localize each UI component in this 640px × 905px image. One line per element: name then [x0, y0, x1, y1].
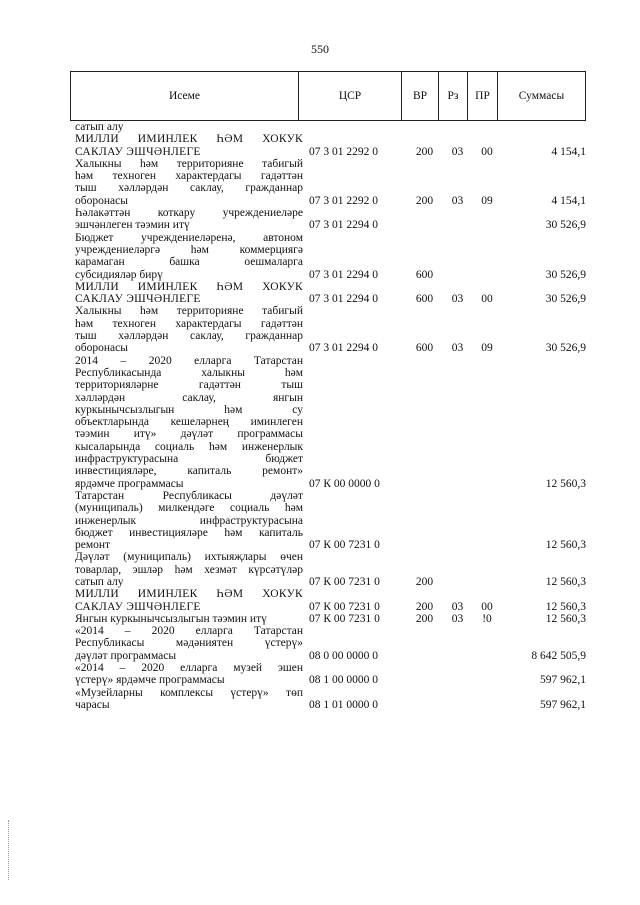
row-csr: 07 3 01 2294 0 [309, 293, 378, 306]
row-name [75, 121, 303, 133]
row-name-line: чарасы [75, 698, 110, 711]
row-name-line: оборонасы [75, 194, 128, 207]
row-csr: 07 К 00 7231 0 [309, 539, 380, 552]
table-row [75, 625, 586, 662]
row-vr: 600 [415, 293, 434, 306]
row-name-line: Татарстан Республикасы дәүләт [75, 489, 303, 502]
row-vr: 200 [415, 145, 434, 158]
row-pr: 00 [481, 600, 493, 613]
row-name-line: тәэмин итү» дәүләт программасы [75, 428, 303, 441]
row-name-line: Республикасы мәдәниятен үстерү» [75, 637, 303, 650]
header-pr: ПР [468, 72, 498, 120]
header-sum: Суммасы [518, 90, 565, 102]
row-name [75, 551, 303, 588]
row-rz: 03 [451, 293, 464, 306]
row-rz: 03 [451, 342, 464, 355]
row-name-line: дәүләт программасы [75, 649, 177, 662]
row-name-line: Бюджет учреждениеләренә, автоном [75, 231, 303, 244]
row-name-line: Республикасында халыкны һәм [75, 366, 303, 379]
row-sum: 8 642 505,9 [531, 649, 586, 662]
table-row [75, 281, 586, 306]
row-name-line: оборонасы [75, 342, 128, 355]
row-name-line: Һәлакәттән коткару учреждениеләре [75, 207, 303, 220]
header-vr: ВР [402, 72, 439, 120]
row-name-line: «Музейларны комплексы үстерү» төп [75, 686, 303, 699]
row-sum: 12 560,3 [545, 477, 586, 490]
table-row [75, 305, 586, 354]
row-name [75, 662, 303, 687]
row-pr: 09 [481, 342, 493, 355]
header-rz: Рз [439, 72, 468, 120]
table-row [75, 687, 586, 712]
row-vr: 600 [415, 268, 434, 281]
row-name-line: инвестицияләре, капиталь ремонт» [75, 465, 303, 478]
row-vr: 200 [415, 575, 434, 588]
row-sum: 597 962,1 [540, 674, 586, 687]
row-pr: 00 [481, 145, 493, 158]
table-row [75, 232, 586, 281]
row-name-line: МИЛЛИ ИМИНЛЕК ҺӘМ ХОКУК [75, 588, 303, 601]
row-name [75, 355, 303, 490]
row-name [75, 207, 303, 232]
header-csr: ЦСР [299, 72, 402, 120]
row-name-line: эшчәнлеген тәэмин итү [75, 219, 190, 232]
row-name-line: САКЛАУ ЭШЧӘНЛЕГЕ [75, 145, 201, 158]
row-name-line: объектларында кешеләрнең иминлеген [75, 416, 303, 429]
row-vr: 200 [415, 194, 434, 207]
row-name-line: «2014 – 2020 елларга Татарстан [75, 625, 303, 638]
row-name-line: һәм техноген характердагы гадәттән [75, 170, 303, 183]
row-name-line: Дәүләт (муниципаль) ихтыяҗлары өчен [75, 551, 303, 564]
row-csr: 07 К 00 0000 0 [309, 477, 380, 490]
row-sum: 597 962,1 [540, 698, 586, 711]
table-row [75, 551, 586, 588]
row-name-line: ремонт [75, 539, 111, 552]
row-csr: 07 К 00 7231 0 [309, 612, 380, 625]
row-csr: 07 К 00 7231 0 [309, 600, 380, 613]
table-row [75, 588, 586, 613]
row-name [75, 625, 303, 662]
row-name-line: территорияләрне гадәттән тыш [75, 379, 303, 392]
row-name-line: САКЛАУ ЭШЧӘНЛЕГЕ [75, 600, 201, 613]
row-csr: 07 3 01 2292 0 [309, 145, 378, 158]
row-name-line: МИЛЛИ ИМИНЛЕК ҺӘМ ХОКУК [75, 133, 303, 146]
row-name [75, 305, 303, 354]
row-csr: 08 0 00 0000 0 [309, 649, 378, 662]
row-vr: 600 [415, 342, 434, 355]
row-name-line: бюджет инвестицияләре һәм капиталь [75, 526, 303, 539]
row-name [75, 232, 303, 281]
row-name-line: инженерлык инфраструктурасына [75, 514, 303, 527]
row-name-line: Халыкны һәм территорияне табигый [75, 305, 303, 318]
row-csr: 07 3 01 2292 0 [309, 194, 378, 207]
row-name-line: кысаларында социаль һәм инженерлык [75, 440, 303, 453]
row-csr: 08 1 01 0000 0 [309, 698, 378, 711]
row-name-line: куркынычсызлыгын һәм су [75, 403, 303, 416]
row-sum: 4 154,1 [551, 194, 586, 207]
row-sum: 30 526,9 [545, 219, 586, 232]
header-name: Исеме [71, 72, 299, 120]
row-sum: 12 560,3 [545, 612, 586, 625]
row-rz: 03 [451, 145, 464, 158]
row-name-line: хәлләрдән саклау, янгын [75, 391, 303, 404]
table-row [75, 121, 586, 133]
row-name-line: ярдәмче программасы [75, 477, 184, 490]
row-csr: 07 3 01 2294 0 [309, 219, 378, 232]
row-pr: !0 [482, 612, 492, 625]
row-name-line: товарлар, эшләр һәм хезмәт күрсәтүләр [75, 563, 303, 576]
row-name-line: тыш хәлләрдән саклау, гражданнар [75, 182, 303, 195]
table-row [75, 158, 586, 207]
row-sum: 30 526,9 [545, 293, 586, 306]
row-rz: 03 [451, 600, 464, 613]
row-csr: 07 К 00 7231 0 [309, 575, 380, 588]
table-row [75, 355, 586, 490]
row-sum: 4 154,1 [551, 145, 586, 158]
row-name-line: сатып алу [75, 575, 124, 588]
row-sum: 12 560,3 [545, 575, 586, 588]
table-body [75, 121, 586, 711]
row-csr: 07 3 01 2294 0 [309, 342, 378, 355]
row-sum: 30 526,9 [545, 342, 586, 355]
row-name-line: Халыкны һәм территорияне табигый [75, 157, 303, 170]
row-name [75, 588, 303, 613]
row-name-line: субсидияләр бирү [75, 268, 163, 281]
table-row [75, 613, 586, 625]
row-name [75, 133, 303, 158]
row-sum: 12 560,3 [545, 539, 586, 552]
row-name-line: тыш хәлләрдән саклау, гражданнар [75, 330, 303, 343]
row-pr: 00 [481, 293, 493, 306]
row-name-line: Янгын куркынычсызлыгын тәэмин итү [75, 612, 267, 625]
row-vr: 200 [415, 612, 434, 625]
row-name [75, 687, 303, 712]
row-sum: 30 526,9 [545, 268, 586, 281]
row-name-line: карамаган башка оешмаларга [75, 256, 303, 269]
row-rz: 03 [451, 194, 464, 207]
row-name-line: сатып алу [75, 121, 124, 133]
row-name-line: САКЛАУ ЭШЧӘНЛЕГЕ [75, 293, 201, 306]
row-csr: 08 1 00 0000 0 [309, 674, 378, 687]
row-pr: 09 [481, 194, 493, 207]
row-csr: 07 3 01 2294 0 [309, 268, 378, 281]
row-name [75, 613, 303, 625]
table-row [75, 133, 586, 158]
row-sum: 12 560,3 [545, 600, 586, 613]
row-name-line: МИЛЛИ ИМИНЛЕК ҺӘМ ХОКУК [75, 280, 303, 293]
page-number: 550 [311, 42, 329, 56]
table-row [75, 662, 586, 687]
margin-dots [8, 820, 15, 880]
row-rz: 03 [451, 612, 464, 625]
row-vr: 200 [415, 600, 434, 613]
row-name-line: үстерү» ярдәмче программасы [75, 674, 225, 687]
table-header [70, 71, 586, 121]
row-name-line: 2014 – 2020 елларга Татарстан [75, 354, 303, 367]
table-row [75, 207, 586, 232]
table-row [75, 490, 586, 551]
row-name-line: инфраструктурасына бюджет [75, 453, 303, 466]
row-name [75, 158, 303, 207]
row-name-line: «2014 – 2020 елларга музей эшен [75, 662, 303, 675]
row-name-line: һәм техноген характердагы гадәттән [75, 317, 303, 330]
row-name [75, 281, 303, 306]
row-name [75, 490, 303, 551]
row-name-line: (муниципаль) милкендәге социаль һәм [75, 502, 303, 515]
row-name-line: учреждениеләргә һәм коммерциягә [75, 243, 303, 256]
